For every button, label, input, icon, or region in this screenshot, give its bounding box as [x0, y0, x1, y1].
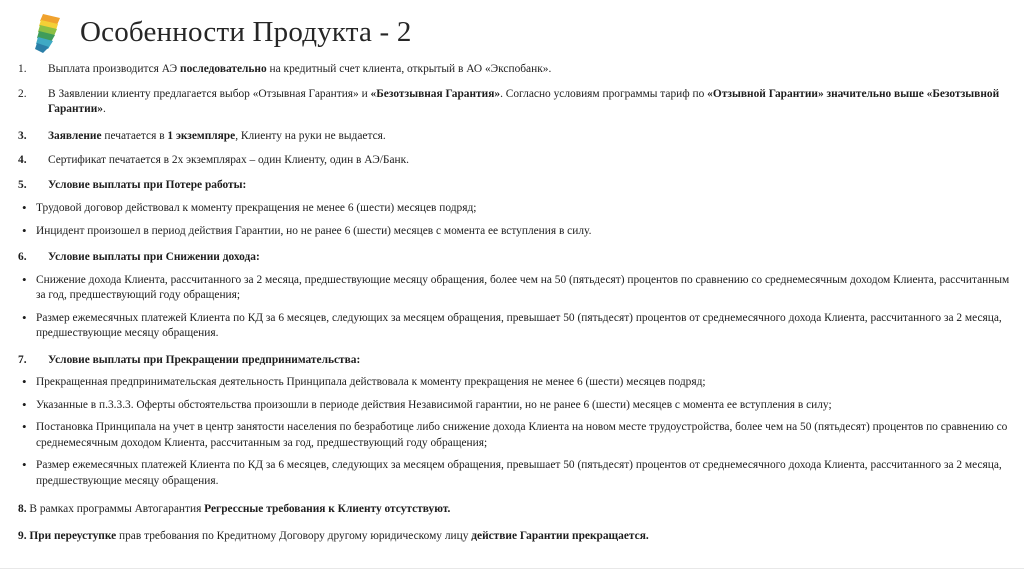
list-item	[18, 502, 1024, 518]
row-spacer	[0, 304, 1024, 311]
body-text: печатается в	[101, 129, 168, 142]
row-spacer	[0, 78, 1024, 87]
row-spacer	[0, 217, 1024, 224]
list-item-text	[36, 398, 1024, 414]
body-text: прав требования по Кредитному Договору другому юридическому лицу	[116, 529, 472, 542]
list-item	[0, 62, 1024, 78]
emphasis-text: 1 экземпляре	[167, 129, 236, 142]
body-text: Инцидент произошел в период действия Гарантии, но не ранее 6 (шести) месяцев с момента ее вступления в силу.	[36, 224, 592, 237]
list-item-text	[36, 224, 1024, 240]
emphasis-text: Условие выплаты при Снижении дохода:	[48, 251, 260, 263]
emphasis-text: Условие выплаты при Прекращении предпринимательства:	[48, 353, 361, 366]
row-spacer	[0, 489, 1024, 502]
emphasis-text: действие Гарантии прекращается.	[471, 529, 649, 542]
emphasis-text: 8.	[18, 503, 30, 515]
list-item	[0, 129, 1024, 145]
row-spacer	[0, 118, 1024, 129]
row-spacer	[0, 144, 1024, 153]
body-text: Постановка Принципала на учет в центр занятости населения по безработице либо снижение дохода Клиента на новом месте трудоустройства, более чем на 50 (пятьдесят) процентов по сравнению со среднемесячным доходом Клиента, рассчитанным за год, предшествующий году обращения;	[36, 421, 1008, 449]
body-text: .	[102, 103, 106, 115]
footer-divider	[0, 568, 1024, 569]
list-item	[0, 153, 1024, 169]
emphasis-text: 9. При переуступке	[18, 529, 117, 542]
list-item-text	[48, 129, 1022, 145]
list-item	[0, 375, 1024, 391]
list-item	[0, 87, 1024, 118]
list-item-text	[36, 273, 1024, 304]
bullet-marker: •	[22, 222, 27, 238]
row-spacer	[0, 451, 1024, 458]
list-item-text	[48, 62, 1022, 78]
row-spacer	[0, 391, 1024, 398]
list-number: 6.	[18, 251, 27, 263]
ribbon-s-logo-icon	[30, 11, 70, 55]
list-item-text	[36, 420, 1024, 451]
body-text: Размер ежемесячных платежей Клиента по КД за 6 месяцев, следующих за месяцем обращения, превышает 50 (пятьдесят) процентов от среднемесячного дохода Клиента, рассчитанного за 2 месяца, предшествующие месяцу обращения.	[36, 311, 1002, 339]
body-text: Сертификат печатается в 2х экземплярах – один Клиенту, один в АЭ/Банк.	[48, 154, 409, 166]
list-item	[0, 420, 1024, 451]
body-text: Снижение дохода Клиента, рассчитанного за 2 месяца, предшествующие месяцу обращения, более чем на 50 (пятьдесят) процентов по сравнению со среднемесячным доходом Клиента, рассчитанным за год, предшествующий году обращения;	[36, 273, 1010, 301]
bullet-marker: •	[22, 396, 27, 412]
list-item-text	[36, 201, 1024, 217]
list-item	[0, 201, 1024, 217]
emphasis-text: Регрессные требования к Клиенту отсутствуют.	[204, 503, 451, 515]
emphasis-text: Условие выплаты при Потере работы:	[48, 178, 247, 191]
list-item	[0, 458, 1024, 489]
slide-header	[0, 6, 1024, 58]
page-title: Особенности Продукта - 2	[80, 16, 412, 48]
body-text: на кредитный счет клиента, открытый в АО «Экспобанк».	[266, 63, 552, 75]
list-number: 1.	[18, 63, 27, 75]
emphasis-text: последовательно	[180, 63, 267, 75]
list-item-text	[48, 153, 1022, 169]
list-item	[0, 353, 1024, 369]
list-item	[0, 311, 1024, 342]
bullet-marker: •	[22, 374, 27, 389]
row-spacer	[0, 413, 1024, 420]
list-item-text	[36, 458, 1024, 489]
emphasis-text: «Безотзывная Гарантия»	[370, 87, 501, 100]
body-text: В Заявлении клиенту предлагается выбор «Отзывная Гарантия» и	[48, 87, 371, 100]
bullet-marker: •	[22, 419, 27, 434]
bullet-marker: •	[22, 271, 27, 287]
list-item-text	[36, 375, 1024, 391]
row-spacer	[0, 193, 1024, 201]
row-spacer	[0, 239, 1024, 250]
list-item	[0, 273, 1024, 304]
list-item-text	[48, 178, 1022, 194]
row-spacer	[0, 266, 1024, 273]
body-text: В рамках программы Автогарантия	[29, 503, 205, 515]
list-item	[0, 250, 1024, 266]
body-text: . Согласно условиям программы тариф по	[500, 87, 708, 100]
list-item-text	[48, 87, 1022, 118]
body-text: , Клиенту на руки не выдается.	[235, 129, 386, 142]
bullet-marker: •	[22, 200, 27, 215]
body-text: Прекращенная предпринимательская деятельность Принципала действовала к моменту прекращения не менее 6 (шести) месяцев подряд;	[36, 376, 706, 388]
list-item-text	[18, 502, 1022, 518]
list-number: 2.	[18, 87, 27, 100]
list-number: 3.	[18, 129, 27, 142]
content-list	[0, 62, 1024, 544]
list-item	[0, 178, 1024, 194]
emphasis-text: Заявление	[48, 129, 102, 142]
list-item	[0, 224, 1024, 240]
list-number: 4.	[18, 154, 27, 166]
row-spacer	[0, 368, 1024, 375]
list-item	[0, 398, 1024, 414]
list-item	[18, 529, 1024, 545]
body-text: Трудовой договор действовал к моменту прекращения не менее 6 (шести) месяцев подряд;	[36, 202, 477, 214]
list-item-text	[36, 311, 1024, 342]
emphasis-text: «Отзывной Гарантии» значительно выше «Безотзывной Гарантии»	[48, 87, 1000, 115]
list-number: 5.	[18, 178, 27, 191]
list-item-text	[48, 353, 1022, 369]
row-spacer	[0, 342, 1024, 353]
bullet-marker: •	[22, 457, 27, 472]
list-item-text	[48, 250, 1022, 266]
bullet-marker: •	[22, 309, 27, 325]
row-spacer	[0, 169, 1024, 178]
list-item-text	[18, 529, 1022, 545]
list-number: 7.	[18, 353, 27, 366]
body-text: Выплата производится АЭ	[48, 63, 181, 75]
body-text: Указанные в п.3.3.3. Оферты обстоятельства произошли в периоде действия Независимой гарантии, но не ранее 6 (шести) месяцев с момента ее вступления в силу;	[36, 398, 832, 411]
body-text: Размер ежемесячных платежей Клиента по КД за 6 месяцев, следующих за месяцем обращения, превышает 50 (пятьдесят) процентов от среднемесячного дохода Клиента, рассчитанного за 2 месяца, предшествующие месяцу обращения.	[36, 459, 1002, 487]
row-spacer	[0, 518, 1024, 529]
